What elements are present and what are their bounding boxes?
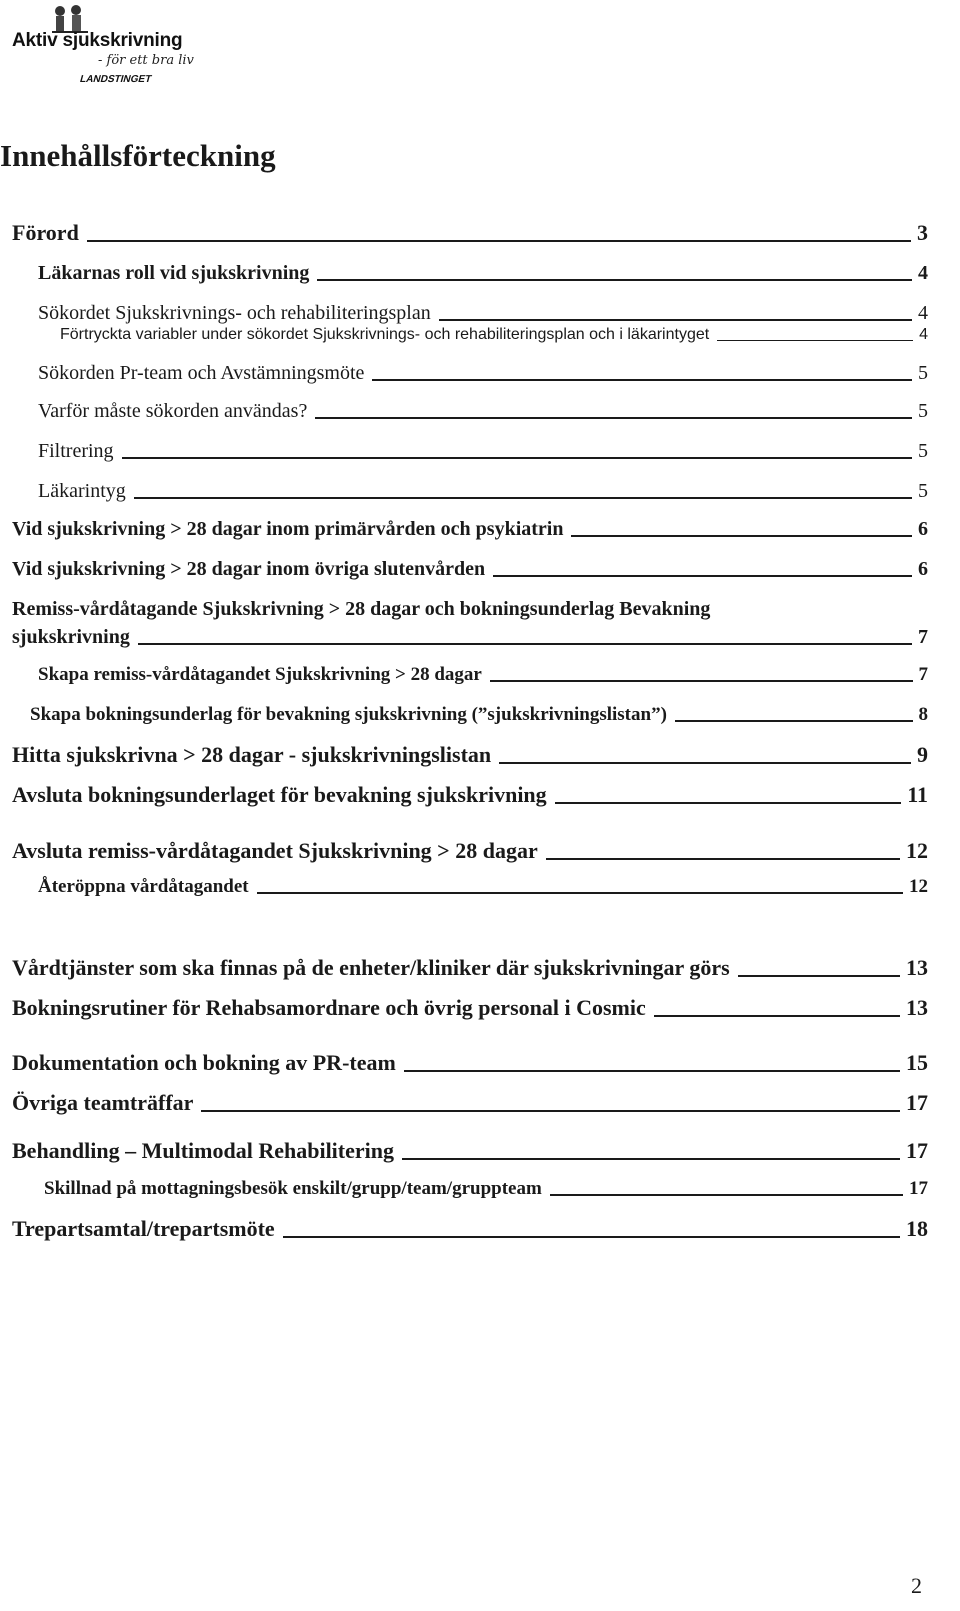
toc-entry-14[interactable]: Hitta sjukskrivna > 28 dagar - sjukskrivningslistan 9	[12, 742, 928, 767]
toc-entry-21[interactable]: Övriga teamträffar 17	[12, 1090, 928, 1115]
toc-entry-3[interactable]: Sökordet Sjukskrivnings- och rehabiliteringsplan 4	[38, 302, 928, 324]
toc-entry-8[interactable]: Läkarintyg 5	[38, 480, 928, 502]
toc-title: Innehållsförteckning	[0, 138, 276, 173]
toc-entry-18[interactable]: Vårdtjänster som ska finnas på de enheter/kliniker där sjukskrivningar görs 13	[12, 955, 928, 980]
logo-tagline: - för ett bra liv	[98, 53, 194, 68]
toc-entry-24[interactable]: Trepartsamtal/trepartsmöte 18	[12, 1216, 928, 1241]
toc-entry-11-line1[interactable]: Remiss-vårdåtagande Sjukskrivning > 28 dagar och bokningsunderlag Bevakning	[12, 598, 711, 620]
toc-entry-4[interactable]: Förtryckta variabler under sökordet Sjukskrivnings- och rehabiliteringsplan och i läkarintyget 4	[60, 326, 928, 343]
toc-entry-1[interactable]: Förord 3	[12, 220, 928, 245]
toc-entry-2[interactable]: Läkarnas roll vid sjukskrivning 4	[38, 262, 928, 284]
toc-entry-9[interactable]: Vid sjukskrivning > 28 dagar inom primärvården och psykiatrin 6	[12, 518, 928, 540]
toc-entry-11-line2[interactable]: sjukskrivning 7	[12, 626, 928, 648]
toc-entry-5[interactable]: Sökorden Pr-team och Avstämningsmöte 5	[38, 362, 928, 384]
logo-subtitle: LANDSTINGET	[78, 74, 153, 85]
toc-entry-10[interactable]: Vid sjukskrivning > 28 dagar inom övriga slutenvården 6	[12, 558, 928, 580]
toc-entry-15[interactable]: Avsluta bokningsunderlaget för bevakning sjukskrivning 11	[12, 782, 928, 807]
toc-entry-7[interactable]: Filtrering 5	[38, 440, 928, 462]
logo-title: Aktiv sjukskrivning	[12, 30, 183, 51]
toc-entry-17[interactable]: Återöppna vårdåtagandet 12	[38, 876, 928, 897]
toc-entry-13[interactable]: Skapa bokningsunderlag för bevakning sjukskrivning (”sjukskrivningslistan”) 8	[30, 704, 928, 725]
toc-entry-22[interactable]: Behandling – Multimodal Rehabilitering 17	[12, 1138, 928, 1163]
toc-entry-19[interactable]: Bokningsrutiner för Rehabsamordnare och övrig personal i Cosmic 13	[12, 995, 928, 1020]
toc-entry-20[interactable]: Dokumentation och bokning av PR-team 15	[12, 1050, 928, 1075]
toc-entry-16[interactable]: Avsluta remiss-vårdåtagandet Sjukskrivning > 28 dagar 12	[12, 838, 928, 863]
toc-entry-6[interactable]: Varför måste sökorden användas? 5	[38, 400, 928, 422]
toc-entry-12[interactable]: Skapa remiss-vårdåtagandet Sjukskrivning > 28 dagar 7	[38, 664, 928, 685]
page-number: 2	[911, 1573, 922, 1598]
logo	[12, 4, 198, 92]
toc-entry-23[interactable]: Skillnad på mottagningsbesök enskilt/grupp/team/gruppteam 17	[44, 1178, 928, 1199]
